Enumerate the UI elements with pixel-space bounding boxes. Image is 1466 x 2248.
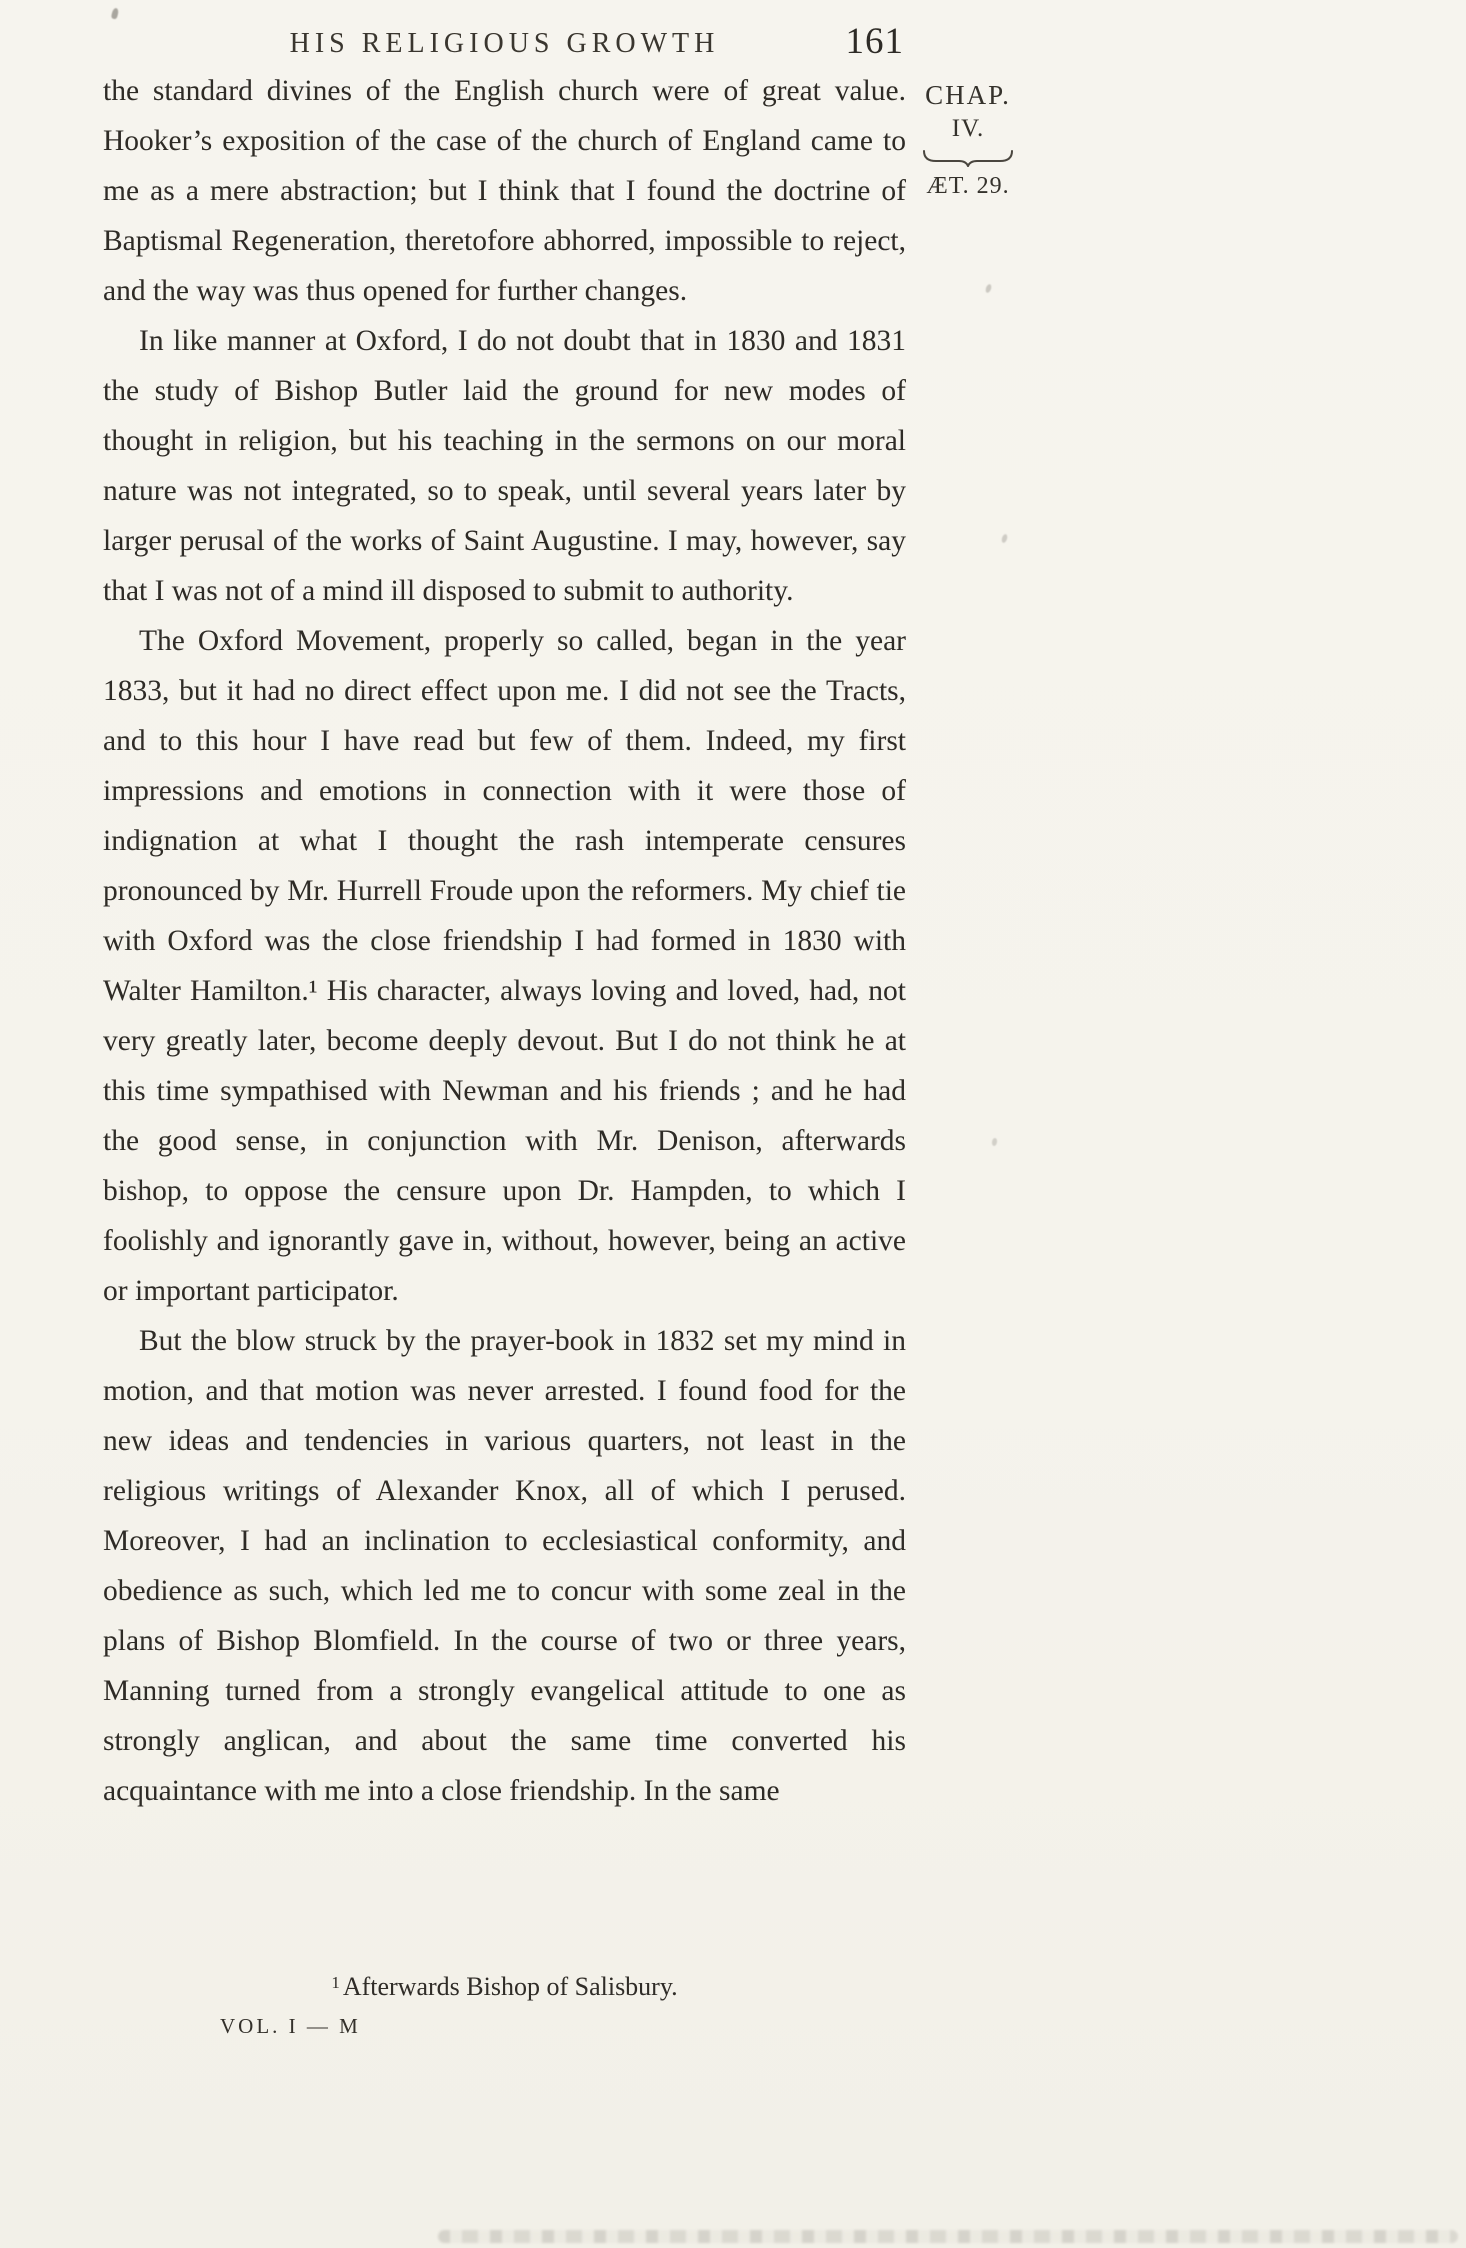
chapter-label: CHAP. (925, 80, 1011, 110)
underbrace-icon (921, 149, 1015, 167)
footnote (103, 1972, 906, 2002)
scan-artifact (985, 283, 993, 293)
paragraph: the standard divines of the English church were of great value. Hooker’s exposition of the case of the church of England came to me as a mere abstraction; but I think that I found the doctrine of Baptismal Regeneration, theretofore abhorred, impossible to reject, and the way was thus opened for further changes. (103, 75, 906, 307)
paragraph: In like manner at Oxford, I do not doubt that in 1830 and 1831 the study of Bishop Butler laid the ground for new modes of thought in religion, but his teaching in the sermons on our moral nature was not integrated, so to speak, until several years later by larger perusal of the works of Saint Augustine. I may, however, say that I was not of a mind ill disposed to submit to authority. (103, 325, 906, 607)
printer-signature: VOL. I — M (220, 2014, 361, 2038)
margin-notes (916, 80, 1020, 200)
chapter-numeral: IV. (951, 115, 985, 142)
body-text (103, 66, 906, 1816)
scan-artifact (1001, 533, 1009, 543)
footnote-text: Afterwards Bishop of Salisbury. (342, 1972, 678, 2001)
scan-artifact (438, 2230, 1458, 2243)
paragraph: The Oxford Movement, properly so called, began in the year 1833, but it had no direct effect upon me. I did not see the Tracts, and to this hour I have read but few of them. Indeed, my first impressions and emotions in connection with it were those of indignation at what I thought the rash intemperate censures pronounced by Mr. Hurrell Froude upon the reformers. My chief tie with Oxford was the close friendship I had formed in 1830 with Walter Hamilton.¹ His character, always loving and loved, had, not very greatly later, become deeply devout. But I do not think he at this time sympathised with Newman and his friends ; and he had the good sense, in conjunction with Mr. Denison, afterwards bishop, to oppose the censure upon Dr. Hampden, to which I foolishly and ignorantly gave in, without, however, being an active or important participator. (103, 625, 906, 1307)
page-header-title: HIS RELIGIOUS GROWTH (289, 28, 720, 59)
scan-artifact (991, 1138, 997, 1147)
aetat-note: ÆT. 29. (926, 173, 1010, 199)
page-number: 161 (845, 21, 904, 62)
scan-artifact (111, 7, 119, 19)
footnote-marker: 1 (331, 1973, 340, 1992)
paragraph: But the blow struck by the prayer-book in 1832 set my mind in motion, and that motion was never arrested. I found food for the new ideas and tendencies in various quarters, not least in the religious writings of Alexander Knox, all of which I perused. Moreover, I had an inclination to ecclesiastical conformity, and obedience as such, which led me to concur with some zeal in the plans of Bishop Blomfield. In the course of two or three years, Manning turned from a strongly evangelical attitude to one as strongly anglican, and about the same time converted his acquaintance with me into a close friendship. In the same (103, 1325, 906, 1807)
running-head (103, 20, 906, 72)
